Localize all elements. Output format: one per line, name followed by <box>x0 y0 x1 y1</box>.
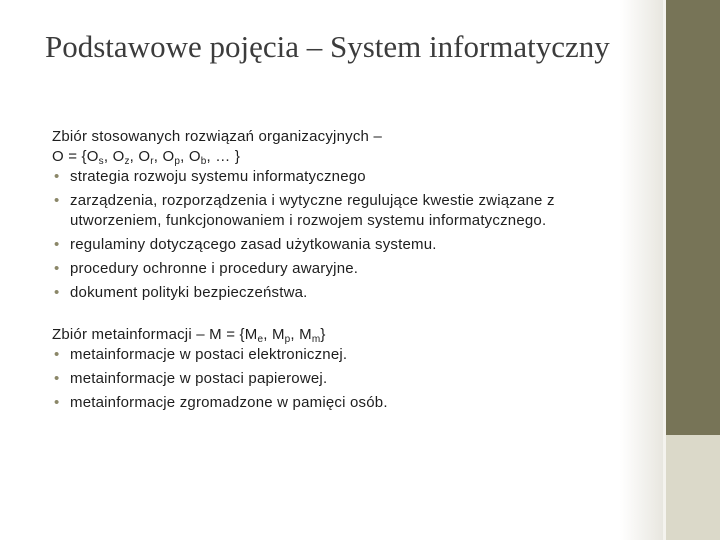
bullet-icon: • <box>54 394 60 411</box>
set-subscript: p <box>174 156 181 167</box>
list-item <box>52 393 642 413</box>
section2-set-definition <box>52 325 642 345</box>
set-subscript: e <box>257 334 264 345</box>
set-subscript: b <box>200 156 207 167</box>
set-separator: , O <box>129 148 151 165</box>
slide-content <box>52 127 642 417</box>
right-band-divider <box>663 0 666 540</box>
right-band-light-block <box>666 435 720 540</box>
set-subscript: m <box>311 334 321 345</box>
list-item <box>52 369 642 389</box>
list-item <box>52 235 642 255</box>
section1-heading: Zbiór stosowanych rozwiązań organizacyjnych – <box>52 128 382 145</box>
section2-bullet-list <box>52 345 642 413</box>
bullet-icon: • <box>54 192 60 209</box>
list-item-text: dokument polityki bezpieczeństwa. <box>70 284 308 301</box>
list-item <box>52 167 642 187</box>
set-separator: } <box>320 326 326 343</box>
list-item-text: strategia rozwoju systemu informatycznego <box>70 168 366 185</box>
set-subscript: p <box>284 334 291 345</box>
list-item-text: zarządzenia, rozporządzenia i wytyczne regulujące kwestie związane z utworzeniem, funkcjonowaniem i rozwojem systemu informatycznego. <box>70 192 555 229</box>
list-item <box>52 283 642 303</box>
set-prefix: Zbiór metainformacji – M = {M <box>52 326 258 343</box>
bullet-icon: • <box>54 346 60 363</box>
set-separator: , … } <box>206 148 241 165</box>
list-item-text: metainformacje w postaci elektronicznej. <box>70 346 348 363</box>
set-separator: , O <box>153 148 175 165</box>
list-item-text: metainformacje zgromadzone w pamięci osób. <box>70 394 388 411</box>
section-spacer <box>52 307 642 325</box>
set-subscript: z <box>124 156 130 167</box>
list-item <box>52 259 642 279</box>
right-band-dark-stripe <box>666 0 720 435</box>
set-prefix: O = {O <box>52 148 99 165</box>
bullet-icon: • <box>54 236 60 253</box>
list-item-text: metainformacje w postaci papierowej. <box>70 370 328 387</box>
set-subscript: s <box>98 156 104 167</box>
bullet-icon: • <box>54 284 60 301</box>
set-separator: , O <box>103 148 125 165</box>
bullet-icon: • <box>54 260 60 277</box>
list-item <box>52 191 642 231</box>
section1-set-definition <box>52 147 642 167</box>
bullet-icon: • <box>54 168 60 185</box>
set-separator: , O <box>180 148 201 165</box>
list-item-text: procedury ochronne i procedury awaryjne. <box>70 260 359 277</box>
slide-title: Podstawowe pojęcia – System informatyczny <box>45 29 610 64</box>
list-item <box>52 345 642 365</box>
list-item-text: regulaminy dotyczącego zasad użytkowania systemu. <box>70 236 437 253</box>
bullet-icon: • <box>54 370 60 387</box>
section1-bullet-list <box>52 167 642 303</box>
set-subscript: r <box>150 156 154 167</box>
set-separator: , M <box>290 326 312 343</box>
set-separator: , M <box>263 326 285 343</box>
